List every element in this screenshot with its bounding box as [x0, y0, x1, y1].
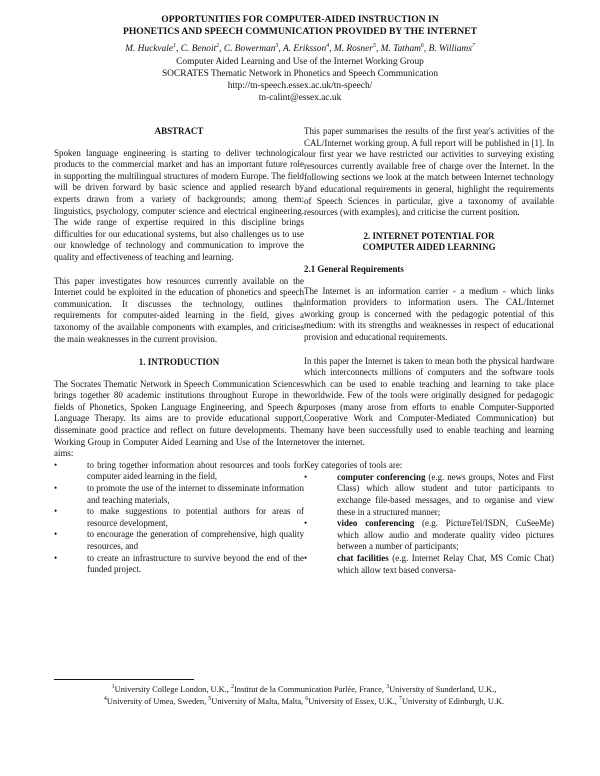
- footnote-divider: [54, 679, 194, 680]
- list-item: • to encourage the generation of comprehensive, high quality resources, and: [54, 529, 304, 552]
- footnote-line-1: $^1$University College London, U.K., $^2$Institut de la Communication Parlée, France, $^3$University of Sunderland, U.K.,: [111, 684, 497, 694]
- author: C. Bowerman$^3$: [223, 42, 279, 54]
- abstract-paragraph-1: Spoken language engineering is starting to deliver technological products to the commercial market and has an important future role in supporting the multilingual structures of modern Europe. The field will be driven forward by basic science and applied research by experts drawn from a variety of backgrounds; among them: linguistics, psychology, computer science and electrical engineering. The wide range of expertise required in this discipline brings difficulties for our educational systems, but also challenges us to use our knowledge of technology and communication to improve the quality and effectiveness of teaching and learning.: [54, 147, 304, 262]
- author: M. Huckvale$^1$: [125, 42, 177, 54]
- section-2-heading: 2. INTERNET POTENTIAL FOR COMPUTER AIDED LEARNING: [362, 230, 496, 253]
- contact-email[interactable]: tn-calint@essex.ac.uk: [258, 93, 342, 103]
- aims-list: [54, 460, 304, 576]
- paper-title: [40, 14, 560, 38]
- list-item: • to promote the use of the internet to disseminate information and teaching materials,: [54, 483, 304, 506]
- project-url[interactable]: http://tn-speech.essex.ac.uk/tn-speech/: [227, 81, 373, 91]
- author: B. Williams$^7$: [428, 42, 475, 54]
- author: M. Rosner$^5$: [333, 42, 376, 54]
- affiliation-line-2: SOCRATES Thematic Network in Phonetics and Speech Communication: [161, 69, 439, 79]
- section-2-1-paragraph-2: In this paper the Internet is taken to mean both the physical hardware which interconnects millions of computers and the software tools which can be used to enable teaching and learning to take place worldwide. Few of the tools were originally designed for pedagogic purposes (many arose from efforts to enable Computer-Supported Cooperative Work and Computer-Mediated Communication) but many have been successfully used to enable teaching and learning over the internet.: [304, 355, 554, 447]
- abstract-paragraph-2: This paper investigates how resources currently available on the Internet could be exploited in the education of phonetics and speech communication. It discusses the technology, outlines the requirements for computer-aided learning in the field, gives a taxonomy of the available components with examples, and criticises the main weaknesses in the current provision.: [54, 275, 304, 344]
- author: C. Benoit$^2$: [180, 42, 220, 54]
- list-item: • computer conferencing (e.g. news groups, Notes and First Class) which allow student and tutor participants to exchange file-based messages, and to organise and view these in a structured manner;: [304, 472, 554, 518]
- title-line-1: OPPORTUNITIES FOR COMPUTER-AIDED INSTRUCTION IN: [161, 14, 439, 25]
- introduction-heading: 1. INTRODUCTION: [138, 357, 220, 368]
- tool-categories-intro: Key categories of tools are:: [304, 460, 403, 471]
- list-item: • video conferencing (e.g. PictureTel/ISDN, CuSeeMe) which allow audio and moderate quality video pictures between a number of participants;: [304, 518, 554, 553]
- abstract-heading: ABSTRACT: [154, 126, 204, 136]
- author: M. Tatham$^6$: [380, 42, 424, 54]
- list-item: • chat facilities (e.g. Internet Relay Chat, MS Comic Chat) which allow text based conversa-: [304, 553, 554, 576]
- introduction-paragraph: The Socrates Thematic Network in Speech Communication Sciences brings together 80 academic institutions throughout Europe in the fields of Phonetics, Spoken Language Engineering, and Speech & Language Therapy. Its aims are to provide educational support, disseminate good practice and reflect on future developments. The Working Group in Computer Aided Learning and Use of the Internet aims:: [54, 378, 304, 459]
- summary-paragraph: This paper summarises the results of the first year's activities of the CAL/Internet working group. A full report will be published in [1]. In our first year we have restricted our activities to surveying existing resources currently available free of charge over the Internet. In the following sections we look at the match between Internet technology and educational requirements in general, highlight the requirements of Speech Sciences in particular, give a taxonomy of available resources (with examples), and criticise the current position.: [304, 126, 554, 218]
- subsection-2-1-heading: 2.1 General Requirements: [304, 263, 404, 274]
- title-line-2: PHONETICS AND SPEECH COMMUNICATION PROVIDED BY THE INTERNET: [122, 26, 478, 37]
- list-item: • to bring together information about resources and tools for computer aided learning in the field,: [54, 460, 304, 483]
- right-column: [304, 126, 554, 576]
- author-list: M. Huckvale$^1$, C. Benoit$^2$, C. Bowerman$^3$, A. Eriksson$^4$, M. Rosner$^5$, M. Tatham$^6$, B. Williams$^7$: [125, 42, 475, 54]
- tool-categories-list: [304, 472, 554, 576]
- section-2-1-paragraph-1: The Internet is an information carrier - a medium - which links information providers to information users. The CAL/Internet working group is concerned with the pedagogic potential of this medium: with its strengths and weaknesses in respect of educational provision and educational requirements.: [304, 285, 554, 342]
- footnote-line-2: $^4$University of Umea, Sweden, $^5$University of Malta, Malta, $^6$University of Essex, U.K., $^7$University of Edinburgh, U.K.: [103, 696, 505, 706]
- affiliation-line-1: Computer Aided Learning and Use of the Internet Working Group: [176, 57, 424, 67]
- left-column: [54, 126, 304, 576]
- list-item: • to make suggestions to potential authors for areas of resource development,: [54, 506, 304, 529]
- author: A. Eriksson$^4$: [282, 42, 330, 54]
- footnotes: [54, 684, 554, 708]
- list-item: • to create an infrastructure to survive beyond the end of the funded project.: [54, 553, 304, 576]
